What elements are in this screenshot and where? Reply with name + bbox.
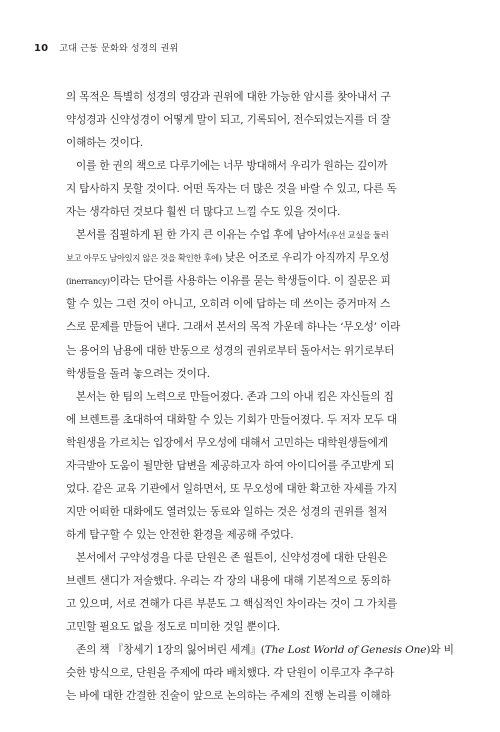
text-line xyxy=(66,178,438,201)
text-line xyxy=(66,478,438,501)
text-segment: 낮은 어조로 우리가 아직까지 무오성 xyxy=(221,252,390,265)
text-line xyxy=(66,639,454,662)
text-segment: 학생들을 돌려 놓으려는 것이다. xyxy=(66,367,210,380)
text-segment: 는 용어의 남용에 대한 반동으로 성경의 권위로부터 돌아서는 위기로부터 xyxy=(66,344,395,357)
text-line xyxy=(66,316,438,339)
text-line xyxy=(66,386,438,409)
text-line xyxy=(66,432,438,455)
text-segment: 학원생을 가르치는 입장에서 무오성에 대해서 고민하는 대학원생들에게 xyxy=(66,436,388,449)
text-segment: 스로 문제를 만들어 낸다. 그래서 본서의 목적 가운데 하나는 ‘무오성’ 이라 xyxy=(66,321,401,334)
text-line xyxy=(66,616,438,639)
text-line xyxy=(66,247,438,270)
text-line xyxy=(66,270,438,293)
text-segment: 는 바에 대한 간결한 진술이 앞으로 논의하는 주제의 진행 논리를 이해하 xyxy=(66,690,391,703)
text-line xyxy=(66,201,438,224)
text-segment: )와 비 xyxy=(426,644,454,657)
small-text-segment: (inerrancy) xyxy=(66,276,110,287)
text-line xyxy=(66,224,438,247)
text-segment: 슷한 방식으로, 단원을 주제에 따라 배치했다. 각 단원이 이루고자 추구하 xyxy=(66,667,394,680)
running-head-title: 고대 근동 문화와 성경의 권위 xyxy=(59,44,179,54)
text-segment: 고 있으며, 서로 견해가 다른 부분도 그 핵심적인 차이라는 것이 그 가치를 xyxy=(66,598,398,611)
text-segment: 하게 탐구할 수 있는 안전한 환경을 제공해 주었다. xyxy=(66,528,294,541)
page-number: 10 xyxy=(34,43,49,54)
text-segment: 약성경과 신약성경이 어떻게 말이 되고, 기록되어, 전수되었는지를 더 잘 xyxy=(66,114,391,127)
text-segment: 본서는 한 팀의 노력으로 만들어졌다. 존과 그의 아내 킴은 자신들의 집 xyxy=(76,390,394,403)
book-title-english: The Lost World of Genesis One xyxy=(264,644,427,657)
text-segment: 이라는 단어를 사용하는 이유를 묻는 학생들이다. 이 질문은 피 xyxy=(109,275,391,288)
small-text-segment: 보고 아무도 남아있지 않은 것을 확인한 후에) xyxy=(66,253,222,264)
text-segment: 할 수 있는 그런 것이 아니고, 오히려 이에 답하는 데 쓰이는 증거마저 스 xyxy=(66,298,391,311)
text-line xyxy=(66,109,438,132)
text-line xyxy=(66,685,438,708)
text-line xyxy=(66,547,438,570)
text-segment: 자극받아 도움이 될만한 답변을 제공하고자 하여 아이디어를 주고받게 되 xyxy=(66,459,395,472)
text-segment: 존의 책 『창세기 1장의 잃어버린 세계』( xyxy=(76,644,265,657)
text-segment: 본서를 집필하게 된 한 가지 큰 이유는 수업 후에 남아서 xyxy=(76,229,327,242)
text-segment: 브렌트 샌디가 저술했다. 우리는 각 장의 내용에 대해 기본적으로 동의하 xyxy=(66,574,391,587)
text-line xyxy=(66,570,438,593)
text-line xyxy=(66,293,438,316)
text-segment: 었다. 같은 교육 기관에서 일하면서, 또 무오성에 대한 확고한 자세를 가지 xyxy=(66,482,398,495)
body-text xyxy=(66,86,454,708)
text-segment: 에 브렌트를 초대하여 대화할 수 있는 기회가 만들어졌다. 두 저자 모두 대 xyxy=(66,413,398,426)
text-segment: 의 목적은 특별히 성경의 영감과 권위에 대한 가능한 암시를 찾아내서 구 xyxy=(66,91,391,103)
text-segment: 고민할 필요도 없을 정도로 미미한 것일 뿐이다. xyxy=(66,621,281,634)
text-segment: 이해하는 것이다. xyxy=(66,137,144,150)
text-line xyxy=(66,409,438,432)
text-line xyxy=(66,662,438,685)
text-segment: 이를 한 권의 책으로 다루기에는 너무 방대해서 우리가 원하는 깊이까 xyxy=(76,160,388,173)
text-segment: 지 탐사하지 못할 것이다. 어떤 독자는 더 많은 것을 바랄 수 있고, 다른 독 xyxy=(66,183,397,196)
text-line xyxy=(66,593,438,616)
text-segment: 자는 생각하던 것보다 훨씬 더 많다고 느낄 수도 있을 것이다. xyxy=(66,206,341,219)
text-line xyxy=(66,501,438,524)
text-line xyxy=(66,155,438,178)
text-line xyxy=(66,363,438,386)
text-line xyxy=(66,524,438,547)
text-segment: 본서에서 구약성경을 다룬 단원은 존 월튼이, 신약성경에 대한 단원은 xyxy=(76,551,388,564)
text-line xyxy=(66,86,438,109)
text-segment: 지만 어떠한 대화에도 열려있는 동료와 일하는 것은 성경의 권위를 철저 xyxy=(66,505,388,518)
text-line xyxy=(66,455,438,478)
small-text-segment: (우선 교실을 둘러 xyxy=(326,230,389,241)
text-line xyxy=(66,340,438,363)
text-line xyxy=(66,132,438,155)
running-head xyxy=(34,41,178,54)
